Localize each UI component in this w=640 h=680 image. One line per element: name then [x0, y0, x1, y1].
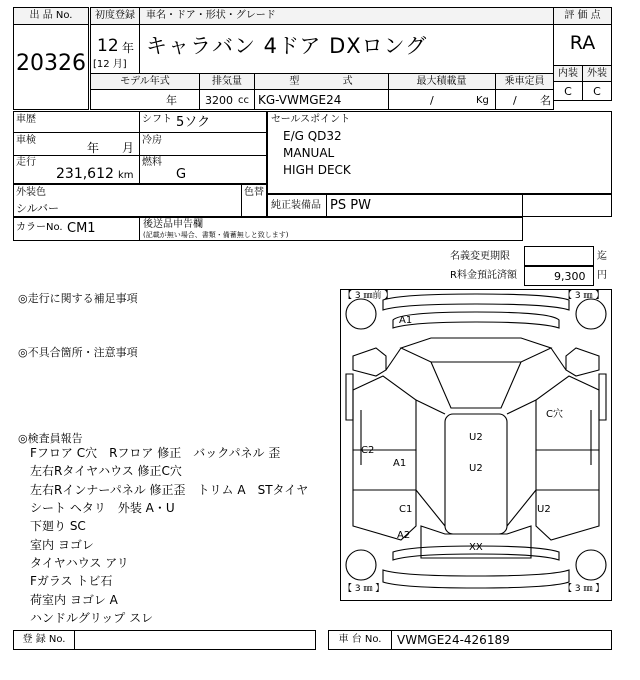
displacement-label: 排気量	[212, 76, 242, 87]
sales-point-3: HIGH DECK	[283, 163, 351, 177]
first-reg-month: [12 月]	[93, 59, 127, 70]
defects-notes-title: ◎不具合箇所・注意事項	[18, 346, 138, 359]
exterior-label: 外装	[587, 68, 607, 79]
genuine-equipment-extra	[522, 194, 612, 217]
displacement-value: 3200	[205, 94, 233, 107]
divider	[90, 89, 91, 110]
recycle-label: R料金預託済額	[450, 270, 517, 281]
inspector-line: シート ヘタリ 外装 A・U	[30, 501, 175, 515]
recycle-value: 9,300	[554, 270, 586, 283]
damage-mark-c-hole: C穴	[546, 409, 563, 420]
model-year-value: 年	[166, 94, 177, 107]
damage-mark-u2-rear: U2	[537, 504, 551, 515]
shift-value: 5ソク	[176, 115, 211, 130]
post-report-note: (記載が無い場合、書類・備蓄無しと致します)	[143, 231, 289, 239]
tire-depth-front-left: 【 3 ㎜前 】	[343, 291, 394, 301]
sales-point-label: セールスポイント	[271, 114, 351, 125]
mileage-value: 231,612	[56, 166, 114, 182]
type-label: 型 式	[289, 76, 353, 87]
name-change-unit: 迄	[597, 251, 607, 262]
car-name-label: 車名・ドア・形状・グレード	[146, 10, 276, 21]
tire-depth-rear-left: 【 3 ㎜ 】	[343, 584, 385, 594]
post-report-label: 後送品申告欄	[143, 219, 203, 230]
inspection-month: 月	[122, 141, 135, 155]
max-load-label: 最大積載量	[416, 76, 467, 87]
history-label: 車歴	[16, 114, 36, 125]
divider	[139, 111, 140, 184]
recycle-unit: 円	[597, 270, 607, 281]
vehicle-body-diagram	[341, 290, 611, 600]
sales-point-2: MANUAL	[283, 146, 335, 160]
damage-mark-u2-roof-b: U2	[469, 463, 483, 474]
type-value: KG-VWMGE24	[258, 93, 342, 107]
shift-label: シフト	[142, 114, 172, 125]
fuel-label: 燃料	[142, 157, 162, 168]
inspector-line: ハンドルグリップ スレ	[30, 611, 154, 625]
first-reg-year-unit: 年	[122, 41, 135, 55]
first-reg-label: 初度登録	[95, 10, 135, 21]
damage-mark-c2-side: C2	[361, 445, 375, 456]
inspection-year: 年	[87, 141, 100, 155]
name-change-value-box	[524, 246, 594, 266]
color-no-value: CM1	[67, 221, 96, 236]
ac-label: 冷房	[142, 135, 162, 146]
exterior: C	[593, 85, 601, 98]
genuine-equipment-label: 純正装備品	[271, 200, 321, 211]
inspector-line: 室内 ヨゴレ	[30, 538, 94, 552]
car-name: キャラバン 4ドア DXロング	[146, 34, 428, 58]
inspector-line: Fフロア C穴 Rフロア 修正 バックパネル 歪	[30, 446, 281, 460]
tire-depth-front-right: 【 3 ㎜ 】	[563, 291, 605, 301]
color-change-label: 色替	[244, 187, 264, 198]
displacement-unit: cc	[238, 95, 249, 106]
grade: RA	[569, 32, 596, 54]
inspector-line: 下廻り SC	[30, 519, 86, 533]
vehicle-diagram-frame	[340, 289, 612, 601]
capacity-sep: /	[513, 94, 517, 107]
damage-mark-xx-rear: XX	[469, 542, 483, 553]
damage-mark-a1-top: A1	[399, 315, 413, 326]
genuine-equipment-value: PS PW	[330, 198, 371, 213]
exterior-color-label: 外装色	[16, 187, 46, 198]
color-no-label: カラーNo.	[16, 222, 63, 233]
inspector-report-title: ◎検査員報告	[18, 432, 83, 445]
lot-no-label: 出 品 No.	[29, 10, 73, 21]
divider	[326, 194, 327, 217]
capacity-unit: 名	[540, 94, 551, 107]
fuel-value: G	[176, 167, 187, 182]
driving-notes-title: ◎走行に関する補足事項	[18, 292, 138, 305]
lot-no: 20326	[16, 51, 86, 76]
chassis-label: 車 台 No.	[338, 634, 382, 645]
max-load-sep: /	[430, 94, 434, 107]
model-year-label: モデル年式	[120, 76, 170, 87]
mileage-label: 走行	[16, 157, 36, 168]
mileage-unit: km	[118, 170, 134, 181]
name-change-label: 名義変更期限	[450, 251, 510, 262]
inspector-line: Fガラス トビ石	[30, 574, 113, 588]
sales-point-1: E/G QD32	[283, 129, 342, 143]
damage-mark-a1-side: A1	[393, 458, 407, 469]
inspection-label: 車検	[16, 135, 36, 146]
reg-no-label: 登 録 No.	[22, 634, 66, 645]
inspector-line: 左右Rインナーパネル 修正歪 トリム A STタイヤ	[30, 483, 309, 497]
grade-label: 評 価 点	[564, 10, 601, 21]
capacity-label: 乗車定員	[504, 76, 545, 87]
interior: C	[564, 85, 572, 98]
max-load-unit: Kg	[476, 95, 489, 106]
exterior-color-value: シルバー	[16, 202, 59, 215]
interior-label: 内装	[558, 68, 578, 79]
history-block	[13, 111, 267, 184]
first-reg-year: 12	[97, 36, 119, 56]
tire-depth-rear-right: 【 3 ㎜ 】	[563, 584, 605, 594]
inspector-line: 左右Rタイヤハウス 修正C穴	[30, 464, 182, 478]
divider	[13, 155, 267, 156]
damage-mark-c1-side: C1	[399, 504, 413, 515]
damage-mark-u2-roof-a: U2	[469, 432, 483, 443]
inspector-line: タイヤハウス アリ	[30, 556, 129, 570]
inspector-line: 荷室内 ヨゴレ A	[30, 593, 118, 607]
divider	[241, 184, 242, 217]
chassis-value: VWMGE24-426189	[397, 633, 510, 647]
damage-mark-a2-side: A2	[397, 530, 411, 541]
reg-no-value-cell	[74, 630, 316, 650]
divider	[13, 132, 267, 133]
